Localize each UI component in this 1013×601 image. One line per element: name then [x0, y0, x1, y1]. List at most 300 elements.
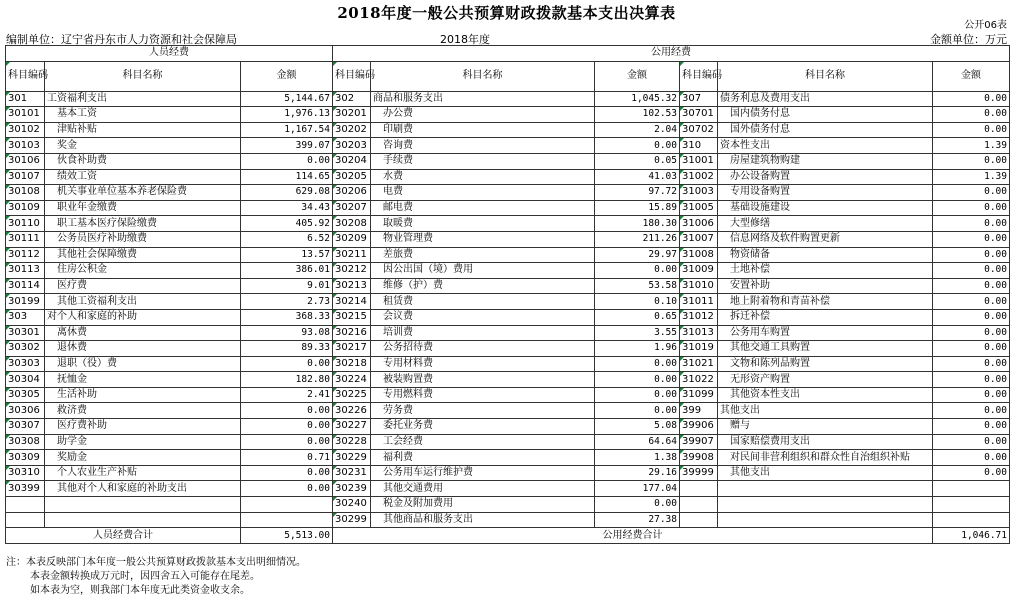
amount-cell: 211.26: [595, 231, 680, 247]
item-name-cell: 安置补助: [718, 278, 933, 294]
item-name-cell: 救济费: [45, 403, 241, 419]
table-row: [6, 200, 1010, 216]
amount-cell: 13.57: [241, 247, 333, 263]
header-code: 科目编码: [680, 61, 718, 91]
table-row: [6, 387, 1010, 403]
item-name-cell: 物资储备: [718, 247, 933, 263]
item-name-cell: 奖金: [45, 138, 241, 154]
amount-cell: 0.00: [933, 434, 1010, 450]
code-cell: 30305: [6, 387, 45, 403]
form-code: 公开06表: [964, 20, 1007, 31]
code-cell: 31021: [680, 356, 718, 372]
item-name-cell: 其他工资福利支出: [45, 294, 241, 310]
amount-cell: 0.65: [595, 309, 680, 325]
code-cell: 31008: [680, 247, 718, 263]
table-row: [6, 216, 1010, 232]
amount-cell: [933, 497, 1010, 513]
amount-cell: 1,045.32: [595, 91, 680, 107]
code-cell: 30108: [6, 185, 45, 201]
item-name-cell: [45, 512, 241, 528]
amount-cell: 0.00: [933, 231, 1010, 247]
code-cell: 39906: [680, 419, 718, 435]
code-cell: 30228: [333, 434, 371, 450]
table-row: [6, 372, 1010, 388]
section-personnel: 人员经费: [6, 46, 333, 62]
item-name-cell: 抚恤金: [45, 372, 241, 388]
code-cell: 30203: [333, 138, 371, 154]
amount-cell: 0.00: [241, 356, 333, 372]
table-row: [6, 512, 1010, 528]
code-cell: 31010: [680, 278, 718, 294]
amount-cell: 114.65: [241, 169, 333, 185]
code-cell: 31011: [680, 294, 718, 310]
code-cell: 30201: [333, 107, 371, 123]
code-cell: 30218: [333, 356, 371, 372]
table-row: [6, 403, 1010, 419]
code-cell: 30114: [6, 278, 45, 294]
amount-cell: 0.00: [933, 403, 1010, 419]
item-name-cell: 地上附着物和青苗补偿: [718, 294, 933, 310]
code-cell: 30702: [680, 122, 718, 138]
table-row: [6, 497, 1010, 513]
table-row: [6, 107, 1010, 123]
code-cell: 30303: [6, 356, 45, 372]
item-name-cell: 专用燃料费: [371, 387, 595, 403]
amount-cell: 64.64: [595, 434, 680, 450]
table-row: [6, 153, 1010, 169]
amount-cell: 0.00: [933, 325, 1010, 341]
amount-cell: 0.05: [595, 153, 680, 169]
code-cell: 30226: [333, 403, 371, 419]
item-name-cell: 拆迁补偿: [718, 309, 933, 325]
amount-cell: 0.00: [933, 247, 1010, 263]
amount-cell: 0.00: [241, 481, 333, 497]
amount-cell: [933, 481, 1010, 497]
code-cell: 30216: [333, 325, 371, 341]
amount-cell: 34.43: [241, 200, 333, 216]
item-name-cell: 取暖费: [371, 216, 595, 232]
item-name-cell: 无形资产购置: [718, 372, 933, 388]
table-row: [6, 122, 1010, 138]
code-cell: 39907: [680, 434, 718, 450]
table-row: [6, 278, 1010, 294]
amount-cell: 0.00: [595, 356, 680, 372]
item-name-cell: 租赁费: [371, 294, 595, 310]
item-name-cell: 对个人和家庭的补助: [45, 309, 241, 325]
item-name-cell: 生活补助: [45, 387, 241, 403]
item-name-cell: 债务利息及费用支出: [718, 91, 933, 107]
item-name-cell: 文物和陈列品购置: [718, 356, 933, 372]
item-name-cell: 其他交通工具购置: [718, 341, 933, 357]
code-cell: 30103: [6, 138, 45, 154]
amount-cell: [241, 497, 333, 513]
amount-cell: 0.00: [933, 200, 1010, 216]
item-name-cell: 土地补偿: [718, 263, 933, 279]
code-cell: 31005: [680, 200, 718, 216]
item-name-cell: 印刷费: [371, 122, 595, 138]
code-cell: 30229: [333, 450, 371, 466]
item-name-cell: 工资福利支出: [45, 91, 241, 107]
compiling-unit: 编制单位：辽宁省丹东市人力资源和社会保障局: [6, 33, 237, 46]
item-name-cell: 其他商品和服务支出: [371, 512, 595, 528]
item-name-cell: 个人农业生产补贴: [45, 465, 241, 481]
notes: [6, 556, 306, 598]
amount-cell: 0.10: [595, 294, 680, 310]
table-row: [6, 231, 1010, 247]
item-name-cell: 办公设备购置: [718, 169, 933, 185]
item-name-cell: 物业管理费: [371, 231, 595, 247]
item-name-cell: 商品和服务支出: [371, 91, 595, 107]
item-name-cell: [718, 512, 933, 528]
code-cell: 30111: [6, 231, 45, 247]
code-cell: 30199: [6, 294, 45, 310]
code-cell: 31002: [680, 169, 718, 185]
item-name-cell: 职工基本医疗保险缴费: [45, 216, 241, 232]
header-name: 科目名称: [371, 61, 595, 91]
table-row: [6, 465, 1010, 481]
item-name-cell: 助学金: [45, 434, 241, 450]
code-cell: 30399: [6, 481, 45, 497]
code-cell: 30302: [6, 341, 45, 357]
note-line: 本表金额转换成万元时，因四舍五入可能存在尾差。: [30, 571, 260, 582]
item-name-cell: 国家赔偿费用支出: [718, 434, 933, 450]
code-cell: 30240: [333, 497, 371, 513]
header-code: 科目编码: [333, 61, 371, 91]
code-cell: 30224: [333, 372, 371, 388]
item-name-cell: 大型修缮: [718, 216, 933, 232]
item-name-cell: 维修（护）费: [371, 278, 595, 294]
code-cell: 30301: [6, 325, 45, 341]
code-cell: 31099: [680, 387, 718, 403]
amount-unit: 金额单位：万元: [930, 33, 1007, 46]
item-name-cell: 委托业务费: [371, 419, 595, 435]
table-row: [6, 138, 1010, 154]
code-cell: 30239: [333, 481, 371, 497]
table-row: [6, 169, 1010, 185]
item-name-cell: 医疗费补助: [45, 419, 241, 435]
item-name-cell: 国外债务付息: [718, 122, 933, 138]
amount-cell: 0.00: [933, 356, 1010, 372]
amount-cell: 0.00: [595, 497, 680, 513]
amount-cell: 0.00: [595, 372, 680, 388]
amount-cell: 0.00: [933, 419, 1010, 435]
amount-cell: 0.00: [933, 450, 1010, 466]
table-row: [6, 91, 1010, 107]
item-name-cell: 赠与: [718, 419, 933, 435]
amount-cell: 0.00: [933, 465, 1010, 481]
code-cell: [680, 497, 718, 513]
amount-cell: 29.97: [595, 247, 680, 263]
amount-cell: 0.00: [595, 403, 680, 419]
amount-cell: 1.96: [595, 341, 680, 357]
code-cell: 31012: [680, 309, 718, 325]
code-cell: 30299: [333, 512, 371, 528]
amount-cell: 27.38: [595, 512, 680, 528]
item-name-cell: 医疗费: [45, 278, 241, 294]
item-name-cell: 电费: [371, 185, 595, 201]
code-cell: 30213: [333, 278, 371, 294]
public-total-amount: 1,046.71: [933, 528, 1010, 544]
amount-cell: 0.00: [933, 185, 1010, 201]
code-cell: 301: [6, 91, 45, 107]
amount-cell: 1,167.54: [241, 122, 333, 138]
item-name-cell: 奖励金: [45, 450, 241, 466]
item-name-cell: 劳务费: [371, 403, 595, 419]
code-cell: 30112: [6, 247, 45, 263]
item-name-cell: 机关事业单位基本养老保险费: [45, 185, 241, 201]
item-name-cell: 其他支出: [718, 465, 933, 481]
amount-cell: 368.33: [241, 309, 333, 325]
code-cell: 30227: [333, 419, 371, 435]
amount-cell: 5,144.67: [241, 91, 333, 107]
amount-cell: [241, 512, 333, 528]
note-line: 如本表为空，则我部门本年度无此类资金收支余。: [30, 585, 250, 596]
code-cell: 310: [680, 138, 718, 154]
code-cell: 31003: [680, 185, 718, 201]
code-cell: 30107: [6, 169, 45, 185]
amount-cell: 0.00: [933, 216, 1010, 232]
item-name-cell: 退职（役）费: [45, 356, 241, 372]
code-cell: 303: [6, 309, 45, 325]
item-name-cell: 税金及附加费用: [371, 497, 595, 513]
item-name-cell: 邮电费: [371, 200, 595, 216]
code-cell: 30212: [333, 263, 371, 279]
amount-cell: 177.04: [595, 481, 680, 497]
item-name-cell: 专用设备购置: [718, 185, 933, 201]
item-name-cell: 其他交通费用: [371, 481, 595, 497]
item-name-cell: 专用材料费: [371, 356, 595, 372]
amount-cell: 89.33: [241, 341, 333, 357]
item-name-cell: 公务招待费: [371, 341, 595, 357]
table-row: [6, 481, 1010, 497]
item-name-cell: 公务员医疗补助缴费: [45, 231, 241, 247]
code-cell: 30101: [6, 107, 45, 123]
report-title: 2018年度一般公共预算财政拨款基本支出决算表: [337, 4, 676, 22]
table-row: [6, 247, 1010, 263]
code-cell: 30209: [333, 231, 371, 247]
item-name-cell: 因公出国（境）费用: [371, 263, 595, 279]
amount-cell: 0.00: [241, 153, 333, 169]
header-amount: 金额: [933, 61, 1010, 91]
amount-cell: 2.73: [241, 294, 333, 310]
amount-cell: 0.00: [241, 403, 333, 419]
header-name: 科目名称: [45, 61, 241, 91]
code-cell: 30225: [333, 387, 371, 403]
code-cell: [680, 481, 718, 497]
item-name-cell: [45, 497, 241, 513]
item-name-cell: 其他资本性支出: [718, 387, 933, 403]
table-row: [6, 309, 1010, 325]
amount-cell: 0.00: [595, 387, 680, 403]
personnel-total-amount: 5,513.00: [241, 528, 333, 544]
code-cell: 30208: [333, 216, 371, 232]
amount-cell: 0.00: [933, 107, 1010, 123]
note-line: 注：本表反映部门本年度一般公共预算财政拨款基本支出明细情况。: [6, 557, 306, 568]
item-name-cell: 差旅费: [371, 247, 595, 263]
code-cell: [6, 497, 45, 513]
item-name-cell: 基础设施建设: [718, 200, 933, 216]
code-cell: 31001: [680, 153, 718, 169]
header-amount: 金额: [595, 61, 680, 91]
header-amount: 金额: [241, 61, 333, 91]
table-row: [6, 294, 1010, 310]
totals-row: [6, 528, 1010, 544]
item-name-cell: 伙食补助费: [45, 153, 241, 169]
code-cell: 30207: [333, 200, 371, 216]
code-cell: 30102: [6, 122, 45, 138]
header-code: 科目编码: [6, 61, 45, 91]
code-cell: 399: [680, 403, 718, 419]
code-cell: 30215: [333, 309, 371, 325]
item-name-cell: 住房公积金: [45, 263, 241, 279]
amount-cell: 93.08: [241, 325, 333, 341]
amount-cell: 629.08: [241, 185, 333, 201]
code-cell: 31009: [680, 263, 718, 279]
report-year: 2018年度: [440, 33, 490, 46]
amount-cell: 0.00: [933, 341, 1010, 357]
amount-cell: 0.00: [933, 278, 1010, 294]
item-name-cell: 绩效工资: [45, 169, 241, 185]
amount-cell: 97.72: [595, 185, 680, 201]
amount-cell: 182.80: [241, 372, 333, 388]
amount-cell: 0.00: [241, 419, 333, 435]
item-name-cell: 福利费: [371, 450, 595, 466]
table-row: [6, 263, 1010, 279]
amount-cell: 399.07: [241, 138, 333, 154]
amount-cell: 0.00: [595, 263, 680, 279]
amount-cell: 0.71: [241, 450, 333, 466]
item-name-cell: 其他对个人和家庭的补助支出: [45, 481, 241, 497]
amount-cell: 3.55: [595, 325, 680, 341]
code-cell: 30308: [6, 434, 45, 450]
amount-cell: 5.08: [595, 419, 680, 435]
amount-cell: 0.00: [933, 387, 1010, 403]
amount-cell: 386.01: [241, 263, 333, 279]
code-cell: 31019: [680, 341, 718, 357]
code-cell: 30206: [333, 185, 371, 201]
amount-cell: 6.52: [241, 231, 333, 247]
code-cell: 30309: [6, 450, 45, 466]
code-cell: 39999: [680, 465, 718, 481]
code-cell: 30310: [6, 465, 45, 481]
item-name-cell: 培训费: [371, 325, 595, 341]
code-cell: 31013: [680, 325, 718, 341]
code-cell: 30306: [6, 403, 45, 419]
code-cell: 31006: [680, 216, 718, 232]
item-name-cell: 资本性支出: [718, 138, 933, 154]
code-cell: 30106: [6, 153, 45, 169]
amount-cell: 102.53: [595, 107, 680, 123]
amount-cell: 1.39: [933, 138, 1010, 154]
table-row: [6, 185, 1010, 201]
amount-cell: 0.00: [933, 153, 1010, 169]
code-cell: 30205: [333, 169, 371, 185]
item-name-cell: 被装购置费: [371, 372, 595, 388]
code-cell: 30211: [333, 247, 371, 263]
header-name: 科目名称: [718, 61, 933, 91]
code-cell: 30304: [6, 372, 45, 388]
item-name-cell: 津贴补贴: [45, 122, 241, 138]
amount-cell: 0.00: [933, 372, 1010, 388]
code-cell: 307: [680, 91, 718, 107]
amount-cell: 0.00: [595, 138, 680, 154]
item-name-cell: 房屋建筑物购建: [718, 153, 933, 169]
code-cell: 30110: [6, 216, 45, 232]
item-name-cell: 公务用车购置: [718, 325, 933, 341]
item-name-cell: 咨询费: [371, 138, 595, 154]
code-cell: 30214: [333, 294, 371, 310]
amount-cell: 9.01: [241, 278, 333, 294]
code-cell: 31007: [680, 231, 718, 247]
table-row: [6, 356, 1010, 372]
amount-cell: 0.00: [933, 122, 1010, 138]
code-cell: [680, 512, 718, 528]
item-name-cell: 信息网络及软件购置更新: [718, 231, 933, 247]
amount-cell: 1,976.13: [241, 107, 333, 123]
amount-cell: 1.39: [933, 169, 1010, 185]
item-name-cell: [718, 497, 933, 513]
item-name-cell: 其他支出: [718, 403, 933, 419]
code-cell: 39908: [680, 450, 718, 466]
item-name-cell: 手续费: [371, 153, 595, 169]
amount-cell: 2.41: [241, 387, 333, 403]
table-row: [6, 434, 1010, 450]
item-name-cell: 基本工资: [45, 107, 241, 123]
item-name-cell: 公务用车运行维护费: [371, 465, 595, 481]
item-name-cell: 国内债务付息: [718, 107, 933, 123]
item-name-cell: 办公费: [371, 107, 595, 123]
amount-cell: 1.38: [595, 450, 680, 466]
amount-cell: 41.03: [595, 169, 680, 185]
code-cell: 30307: [6, 419, 45, 435]
section-public: 公用经费: [333, 46, 1010, 62]
amount-cell: 0.00: [933, 263, 1010, 279]
amount-cell: 2.04: [595, 122, 680, 138]
code-cell: 30204: [333, 153, 371, 169]
code-cell: 31022: [680, 372, 718, 388]
amount-cell: 180.30: [595, 216, 680, 232]
table-row: [6, 341, 1010, 357]
item-name-cell: 职业年金缴费: [45, 200, 241, 216]
amount-cell: 0.00: [933, 91, 1010, 107]
personnel-total-label: 人员经费合计: [6, 528, 241, 544]
amount-cell: 53.58: [595, 278, 680, 294]
code-cell: 302: [333, 91, 371, 107]
item-name-cell: 会议费: [371, 309, 595, 325]
item-name-cell: 工会经费: [371, 434, 595, 450]
item-name-cell: 退休费: [45, 341, 241, 357]
expenditure-table: [5, 45, 1010, 544]
amount-cell: 405.92: [241, 216, 333, 232]
item-name-cell: 离休费: [45, 325, 241, 341]
item-name-cell: 水费: [371, 169, 595, 185]
amount-cell: 0.00: [933, 309, 1010, 325]
table-row: [6, 419, 1010, 435]
amount-cell: 0.00: [933, 294, 1010, 310]
amount-cell: 29.16: [595, 465, 680, 481]
table-row: [6, 450, 1010, 466]
code-cell: 30113: [6, 263, 45, 279]
code-cell: 30109: [6, 200, 45, 216]
table-row: [6, 325, 1010, 341]
code-cell: 30701: [680, 107, 718, 123]
code-cell: 30202: [333, 122, 371, 138]
item-name-cell: [718, 481, 933, 497]
amount-cell: [933, 512, 1010, 528]
code-cell: 30231: [333, 465, 371, 481]
amount-cell: 0.00: [241, 434, 333, 450]
public-total-label: 公用经费合计: [333, 528, 933, 544]
